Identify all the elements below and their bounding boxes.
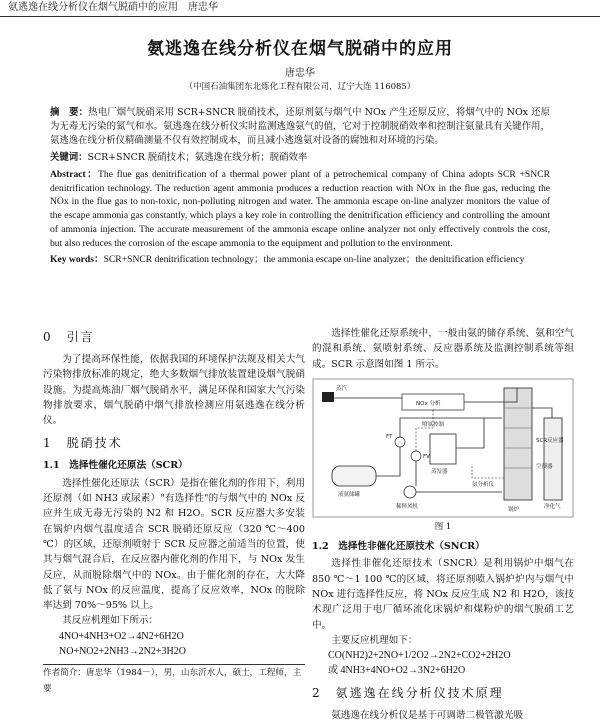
subsection-heading-sncr: 1.2 选择性非催化还原技术（SNCR） xyxy=(312,541,485,553)
formula-4: 或 4NH3+4NO+O2→3N2+6H2O xyxy=(328,665,466,677)
label-storage: 液氨储罐 xyxy=(338,491,361,498)
abstract-en-label: Abstract： xyxy=(50,169,99,180)
sncr-mechanism-intro: 主要反应机理如下： xyxy=(331,634,418,646)
label-boiler: 锅炉 xyxy=(508,506,520,513)
label-steam: 蒸汽 xyxy=(336,385,348,392)
paper-title: 氨逃逸在线分析仪在烟气脱硝中的应用 xyxy=(147,39,453,59)
keywords-en xyxy=(50,253,550,267)
flow-valve xyxy=(411,451,421,461)
evaporator-shape xyxy=(430,434,456,464)
abstract-cn xyxy=(50,106,550,148)
formula-1: 4NO+4NH3+O2→4N2+6H2O xyxy=(59,630,184,642)
abstract-block xyxy=(50,106,550,270)
right-column xyxy=(312,322,574,724)
formula-3: CO(NH2)2+2NO+1/2O2→2N2+CO2+2H2O xyxy=(328,650,511,662)
keywords-en-text: SCR+SNCR denitrification technology；the ammonia escape on-line analyzer；the denitrification efficiency xyxy=(103,254,525,266)
blower-shape xyxy=(404,486,416,498)
label-reactor: SCR反应器 xyxy=(536,437,564,444)
running-title: 氨逃逸在线分析仪在烟气脱硝中的应用 唐忠华 xyxy=(8,2,218,13)
boiler-shape xyxy=(504,388,532,500)
label-evaporator: 蒸发器 xyxy=(431,468,448,475)
subsection-heading-scr: 1.1 选择性催化还原法（SCR） xyxy=(43,460,188,472)
section-heading-introduction: 0 引言 xyxy=(43,330,95,344)
flow-transmitter xyxy=(395,437,405,447)
running-header xyxy=(0,0,600,17)
abstract-en xyxy=(50,168,550,250)
storage-tank-shape xyxy=(332,466,376,486)
keywords-en-label: Key words： xyxy=(50,254,104,266)
abstract-cn-text: 热电厂烟气脱硝采用 SCR+SNCR 脱硝技术，还原剂氨与烟气中 NOx 产生还原反应，将烟气中的 NOx 还原为无毒无污染的氮气和水。氨逃逸在线分析仪实时监测逃逸氨气的值，它对于控制脱硝效率和控制注氨量具有关键作用，氨逃逸在线分析仪精确测量不仅有效控制成本，而且减小逃逸氨对设备的腐蚀和对环境的污染。 xyxy=(50,107,550,146)
figure-caption: 图 1 xyxy=(434,521,452,532)
section-heading-principle: 2 氨逃逸在线分析仪技术原理 xyxy=(312,686,504,701)
principle-paragraph: 氨逃逸在线分析仪是基于可调谐二极管激光吸 xyxy=(331,710,524,722)
label-fv: FV xyxy=(423,453,430,460)
label-ammonia-inject: 喷氨控制 xyxy=(422,421,445,428)
section-heading-denitrification: 1 脱硝技术 xyxy=(43,436,123,451)
abstract-en-text: The flue gas denitrification of a thermal power plant of a petrochemical company of China adopts SCR +SNCR denitrification technology. The reduction agent ammonia produces a reduction reaction with NOx in the flue gas, reducing the NOx in the flue gas to non-toxic, non-polluting nitrogen and water. The ammonia escape on-line analyzer monitors the value of the escape ammonia gas constantly, which plays a key role in controlling the denitrification efficiency and controlling the amount of ammonia injection. The accurate measurement of the ammonia escape online analyzer not only effectively controls the cost, but also reduces the corrosion of the escape ammonia to the equipment and pollution to the environment. xyxy=(50,169,550,249)
formula-2: NO+NO2+2NH3→2N2+3H2O xyxy=(59,645,186,657)
paper-author: 唐忠华 xyxy=(285,68,315,79)
paper-affiliation: （中国石油集团东北炼化工程有限公司，辽宁大连 116085） xyxy=(184,82,416,92)
label-nox-analyzer: NOx 分析 xyxy=(416,400,441,407)
label-preheater: 空预器 xyxy=(536,463,553,470)
label-analyzer: 氨分析仪 xyxy=(472,481,495,488)
scr-paragraph: 选择性催化还原法（SCR）是指在催化剂的作用下，利用还原剂（如 NH3 或尿素）"有选择性"的与烟气中的 NOx 反应并生成无毒无污染的 N2 和 H2O。SCR 反应器大多安装在锅炉内烟气温度适合 SCR 脱硝还原反应（320 ℃～400 ℃）的区域，还原剂喷射于 SCR 反应器之前适当的位置，使其与烟气混合后，在反应器内催化剂的作用下，与 NOx 发生反应，从而脱除烟气中的 NOx。由于催化剂的存在，大大降低了氨与 NOx 的反应温度，提高了反应效率，NOx 的脱除率达到 70%～95% 以上。 xyxy=(43,477,305,612)
author-footnote: 作者简介：唐忠华（1984－），男，山东沂水人，硕士，工程师，主要 xyxy=(43,664,305,697)
keywords-cn-label: 关键词： xyxy=(50,152,88,163)
steam-source xyxy=(322,392,334,402)
label-ft: FT xyxy=(386,433,393,440)
label-blower: 稀释风机 xyxy=(396,503,419,510)
scr-mechanism-intro: 其反应机理如下所示： xyxy=(62,615,159,627)
scr-system-paragraph: 选择性催化还原系统中，一般由氨的储存系统、氨和空气的混和系统、氨喷射系统、反应器系统及监测控制系统等组成。SCR 示意图如图 1 所示。 xyxy=(312,328,574,370)
label-stack: 净化气 xyxy=(544,503,561,510)
sncr-paragraph: 选择性非催化还原技术（SNCR）是利用锅炉中烟气在 850 ℃～1 100 ℃的区域，将还原剂喷入锅炉炉内与烟气中 NOx 进行选择性反应，将 NOx 反应生成 N2 和 H2O，该技术现广泛用于电厂循环流化床锅炉和煤粉炉的烟气脱硝工艺中。 xyxy=(312,558,574,631)
stack-shape xyxy=(544,418,562,500)
left-column xyxy=(43,322,305,659)
scr-schematic-figure xyxy=(312,378,574,518)
scr-schematic-svg xyxy=(312,378,574,518)
intro-paragraph: 为了提高环保性能，依据我国的环境保护法规及相关大气污染物排放标准的规定，绝大多数烟气排放装置建设烟气脱硝设施。为提高炼油厂烟气脱硝水平，满足环保和国家大气污染物排放要求，烟气脱硝中烟气排放检测应用氨逃逸在线分析仪。 xyxy=(43,354,305,427)
abstract-cn-label: 摘 要： xyxy=(50,107,89,118)
keywords-cn xyxy=(50,151,550,165)
keywords-cn-text: SCR+SNCR 脱硝技术；氨逃逸在线分析；脱硝效率 xyxy=(87,152,308,163)
